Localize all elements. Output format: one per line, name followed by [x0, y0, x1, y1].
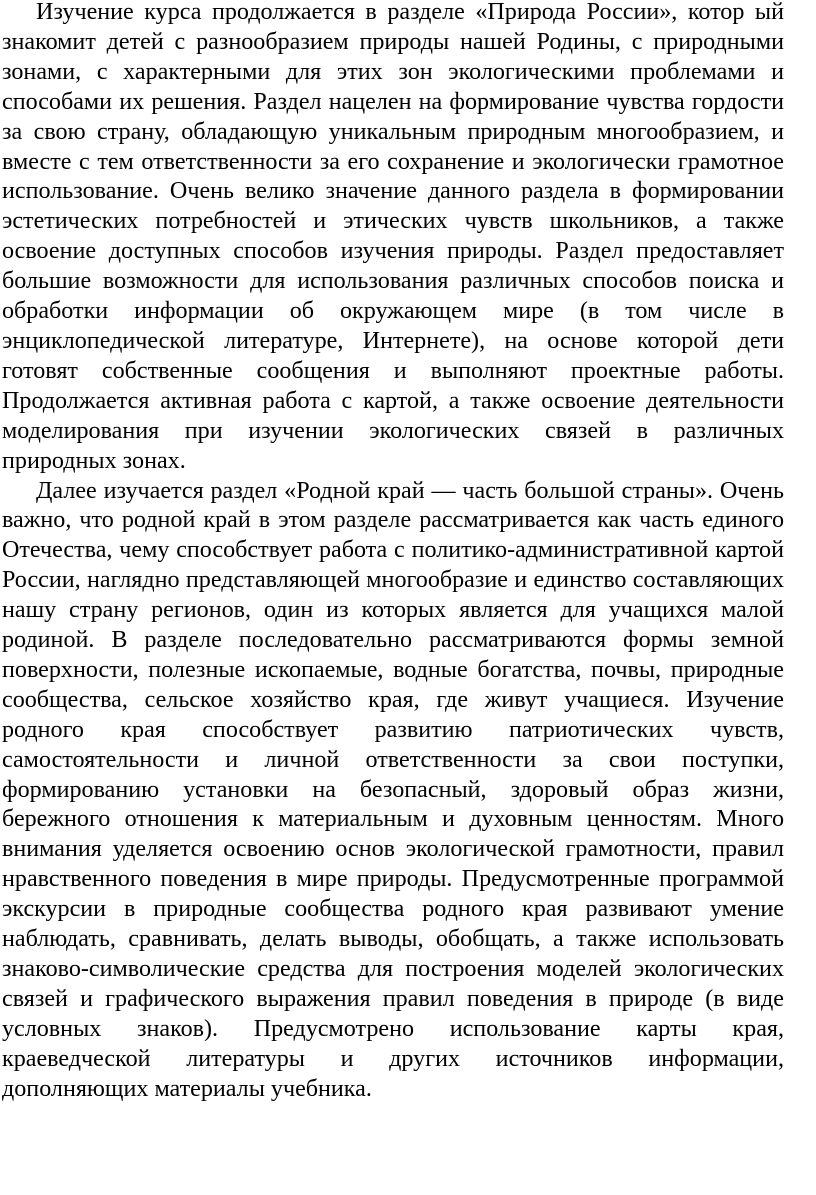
- paragraph-nature-of-russia: Изучение курса продолжается в разделе «Природа России», котор ый знакомит детей с разнообразием природы нашей Родины, с природными зонами, с характерными для этих зон экологическими проблемами и способами их решения. Раздел нацелен на формирование чувства гордости за свою страну, обладающую уникальным природным многообразием, и вместе с тем ответственности за его сохранение и экологически грамотное использование. Очень велико значение данного раздела в формировании эстетических потребностей и этических чувств школьников, а также освоение доступных способов изучения природы. Раздел предоставляет большие возможности для использования различных способов поиска и обработки информации об окружающем мире (в том числе в энциклопедической литературе, Интернете), на основе которой дети готовят собственные сообщения и выполняют проектные работы. Продолжается активная работа с картой, а также освоение деятельности моделирования при изучении экологических связей в различных природных зонах.: [2, 0, 784, 474]
- document-body: [2, 0, 784, 1105]
- paragraph-native-land: Далее изучается раздел «Родной край — часть большой страны». Очень важно, что родной край в этом разделе рассматривается как часть единого Отечества, чему способствует работа с политико-административной картой России, наглядно представляющей многообразие и единство составляющих нашу страну регионов, один из которых является для учащихся малой родиной. В разделе последовательно рассматриваются формы земной поверхности, полезные ископаемые, водные богатства, почвы, природные сообщества, сельское хозяйство края, где живут учащиеся. Изучение родного края способствует развитию патриотических чувств, самостоятельности и личной ответственности за свои поступки, формированию установки на безопасный, здоровый образ жизни, бережного отношения к материальным и духовным ценностям. Много внимания уделяется освоению основ экологической грамотности, правил нравственного поведения в мире природы. Предусмотренные программой экскурсии в природные сообщества родного края развивают умение наблюдать, сравнивать, делать выводы, обобщать, а также использовать знаково-символические средства для построения моделей экологических связей и графического выражения правил поведения в природе (в виде условных знаков). Предусмотрено использование карты края, краеведческой литературы и других источников информации, дополняющих материалы учебника.: [2, 477, 784, 1102]
